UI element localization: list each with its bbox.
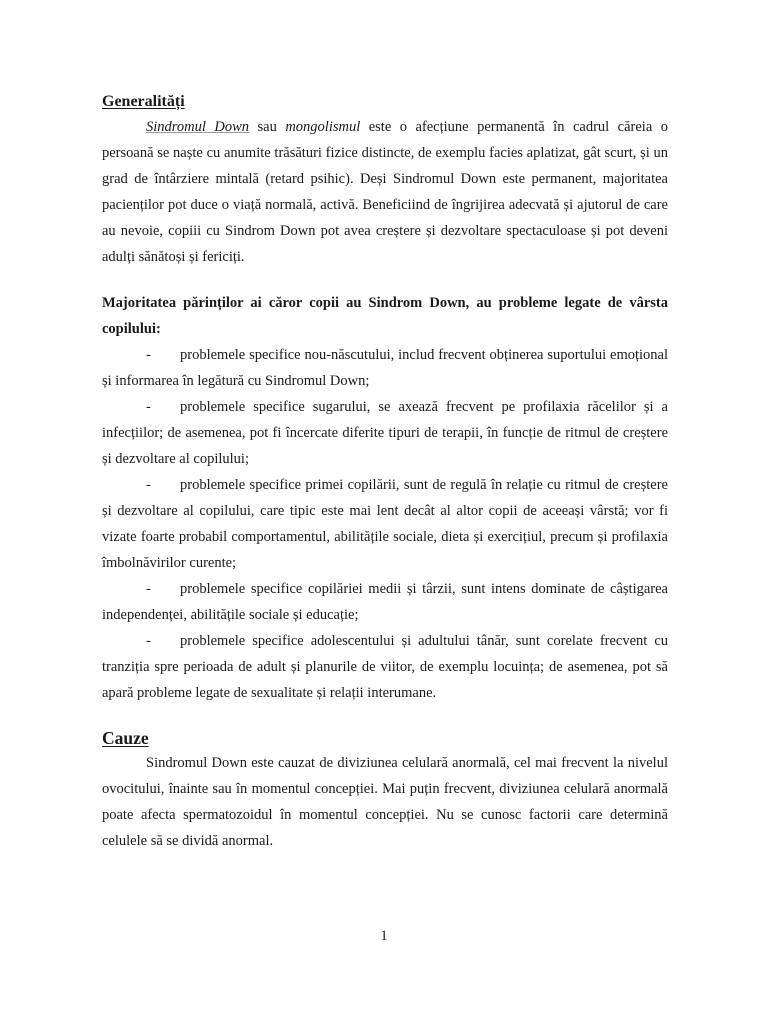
term-sindromul-down: Sindromul Down	[146, 119, 250, 135]
list-item-text: problemele specifice adolescentului și adultului tânăr, sunt corelate frecvent cu tranziția spre perioada de adult și planurile de viitor, de exemplu locuința; de asemenea, pot să apară probleme legate de sexualitate și relații interumane.	[102, 633, 668, 701]
problems-list	[102, 342, 668, 706]
list-dash: -	[146, 347, 151, 363]
list-item	[102, 342, 668, 394]
intro-connector: sau	[249, 119, 286, 135]
list-item-text: problemele specifice sugarului, se axează frecvent pe profilaxia răcelilor și a infecțiilor; de asemenea, pot fi încercate diferite tipuri de terapii, în funcție de ritmul de creștere și dezvoltare al copilului;	[102, 399, 668, 467]
list-item-text: problemele specifice nou-născutului, includ frecvent obținerea suportului emoțional și informarea în legătură cu Sindromul Down;	[102, 347, 668, 389]
list-item	[102, 394, 668, 472]
list-dash: -	[146, 399, 151, 415]
term-mongolismul: mongolismul	[285, 119, 361, 135]
list-dash: -	[146, 581, 151, 597]
list-item	[102, 628, 668, 706]
list-item-text: problemele specifice primei copilării, sunt de regulă în relație cu ritmul de creștere și dezvoltare al copilului, care tipic este mai lent decât al altor copii de aceeași vârstă; vor fi vizate foarte probabil comportamentul, abilitățile sociale, dieta și exercițiul, precum și profilaxia îmbolnăvirilor curente;	[102, 477, 668, 571]
list-dash: -	[146, 477, 151, 493]
section-heading-generalitati: Generalități	[102, 93, 185, 110]
parents-problems-heading: Majoritatea părinților ai căror copii au Sindrom Down, au probleme legate de vârsta copilului:	[102, 295, 668, 337]
intro-body: este o afecțiune permanentă în cadrul căreia o persoană se naște cu anumite trăsături fizice distincte, de exemplu facies aplatizat, gât scurt, și un grad de întârziere mintală (retard psihic). Deși Sindromul Down este permanent, majoritatea pacienților pot duce o viață normală, activă. Beneficiind de îngrijirea adecvată și ajutorul de care au nevoie, copiii cu Sindrom Down pot avea creștere și dezvoltare spectaculoase și pot deveni adulți sănătoși și fericiți.	[102, 119, 668, 265]
list-item	[102, 472, 668, 576]
section-heading-cauze: Cauze	[102, 728, 149, 748]
intro-paragraph	[102, 114, 668, 270]
causes-paragraph: Sindromul Down este cauzat de diviziunea celulară anormală, cel mai frecvent la nivelul ovocitului, înainte sau în momentul concepției. Mai puțin frecvent, diviziunea celulară anormală poate afecta spermatozoidul în momentul concepției. Nu se cunosc factorii care determină celulele să se dividă anormal.	[102, 755, 668, 849]
list-item	[102, 576, 668, 628]
list-dash: -	[146, 633, 151, 649]
list-item-text: problemele specifice copilăriei medii și târzii, sunt intens dominate de câștigarea independenței, abilitățile sociale și educație;	[102, 581, 668, 623]
document-body	[102, 90, 668, 854]
page-number: 1	[380, 928, 388, 944]
spacer	[102, 270, 668, 290]
